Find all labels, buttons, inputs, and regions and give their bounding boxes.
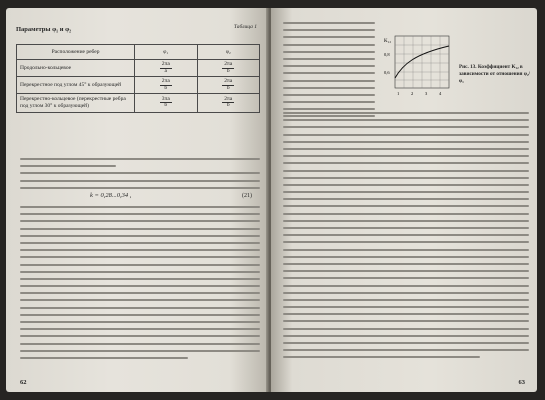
table-header-cell: φ₂ [197,45,259,60]
fraction-denominator: b [164,102,168,109]
fraction-denominator: b [164,84,168,91]
phi1-cell [135,77,197,94]
row-label: Перекрестное под углом 45° к образующей [17,77,135,94]
row-label: Перекрестно-кольцевое (перекрестные ребра под углом 30° к образующей) [17,94,135,113]
figure-13-graph [383,32,453,98]
fraction-numerator: 2πa [161,61,170,67]
page-number: 62 [20,379,27,386]
table-row [17,94,260,113]
phi1-cell [135,94,197,113]
fraction-denominator: b [226,102,230,109]
body-text-block [283,112,529,364]
x-tick-label: 4 [439,91,442,96]
fraction-numerator: 2πa [161,78,170,84]
x-tick-label: 1 [397,91,400,96]
page-number: 63 [518,379,525,386]
table-header-cell: φ₁ [135,45,197,60]
table-header-row [17,45,260,60]
fraction-numerator: 2πa [224,95,233,102]
table-caption: Параметры φ₁ и φ₂ [16,26,72,33]
phi2-cell [197,94,259,113]
right-page [271,8,537,392]
parameters-table [16,44,260,113]
phi1-cell [135,60,197,77]
left-page [6,8,269,392]
equation: k = 0,28...0,34 , [90,192,132,199]
body-text-block [20,158,260,194]
y-tick-label: 0,8 [384,52,390,57]
equation-number: (21) [242,193,252,199]
row-label: Продольно-кольцевое [17,60,135,77]
fraction-numerator: 2πa [224,78,233,84]
fraction-denominator: a [164,67,167,74]
body-text-block [20,206,260,364]
table-row [17,77,260,94]
fraction-denominator: b [226,67,230,74]
fraction-denominator: b [226,84,230,91]
phi2-cell [197,60,259,77]
table-number: Таблица 1 [233,24,257,30]
body-text-block [283,22,375,123]
graph-grid [395,36,449,88]
fraction-numerator: 3πa [161,95,170,102]
table-row [17,60,260,77]
x-tick-label: 2 [411,91,414,96]
x-tick-label: 3 [425,91,428,96]
y-tick-label: 0,6 [384,70,390,75]
y-axis-label: K₁₂ [384,39,392,44]
fraction-numerator: 2πa [224,61,233,67]
figure-caption: Рис. 13. Коэффициент K₁₂ в зависимости от отношения φ₂/φ₁ [459,64,530,84]
phi2-cell [197,77,259,94]
table-header-cell: Расположение ребер [17,45,135,60]
